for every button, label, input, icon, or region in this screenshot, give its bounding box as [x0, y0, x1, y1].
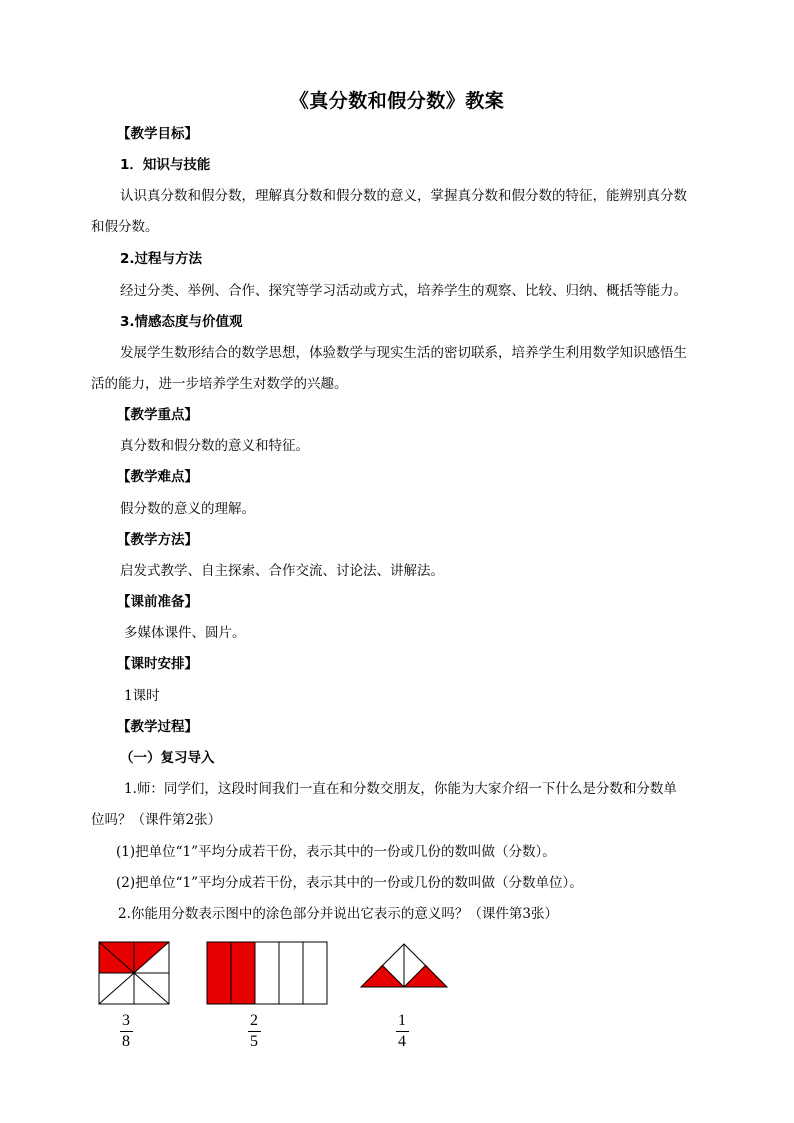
fraction-numerator: 2	[250, 1012, 258, 1029]
fraction-numerator: 3	[122, 1012, 130, 1029]
fraction-denominator: 5	[250, 1033, 258, 1050]
paragraph-line: 认识真分数和假分数，理解真分数和假分数的意义，掌握真分数和假分数的特征，能辨别真分数	[120, 188, 687, 204]
heading-difficulties: 【教学难点】	[117, 469, 198, 485]
heading-methods: 【教学方法】	[117, 532, 198, 548]
fraction-bar	[120, 1031, 133, 1032]
paragraph-line: 真分数和假分数的意义和特征。	[120, 438, 309, 454]
paragraph-line: 发展学生数形结合的数学思想，体验数学与现实生活的密切联系，培养学生利用数学知识感悟生	[120, 345, 687, 361]
paragraph-line: (2)把单位“1”平均分成若干份，表示其中的一份或几份的数叫做（分数单位）。	[116, 875, 583, 891]
heading-process: 【教学过程】	[117, 719, 198, 735]
fraction-three-eighths	[111, 1012, 141, 1051]
paragraph-line: 1课时	[124, 688, 160, 704]
paragraph-line: 位吗？（课件第2张）	[91, 812, 222, 828]
subheading-knowledge: 1．知识与技能	[120, 157, 211, 173]
paragraph-line: 假分数的意义的理解。	[120, 501, 255, 517]
fraction-bar	[248, 1031, 261, 1032]
heading-preparation: 【课前准备】	[117, 594, 198, 610]
fraction-one-quarter	[387, 1012, 417, 1051]
paragraph-line: (1)把单位“1”平均分成若干份，表示其中的一份或几份的数叫做（分数）。	[116, 844, 556, 860]
rectangle-fifths-figure	[206, 941, 328, 1005]
fraction-denominator: 8	[122, 1033, 130, 1050]
triangle-quarters-figure	[360, 943, 448, 989]
document-title: 《真分数和假分数》教案	[289, 90, 505, 112]
fraction-numerator: 1	[398, 1012, 406, 1029]
heading-schedule: 【课时安排】	[117, 656, 198, 672]
paragraph-line: 活的能力，进一步培养学生对数学的兴趣。	[91, 376, 348, 392]
paragraph-line: 1.师：同学们，这段时间我们一直在和分数交朋友，你能为大家介绍一下什么是分数和分数单	[124, 781, 677, 797]
paragraph-line: 多媒体课件、圆片。	[124, 625, 246, 641]
paragraph-line: 经过分类、举例、合作、探究等学习活动或方式，培养学生的观察、比较、归纳、概括等能力。	[120, 283, 687, 299]
paragraph-line: 和假分数。	[91, 219, 159, 235]
heading-key-points: 【教学重点】	[117, 407, 198, 423]
subheading-process: 2.过程与方法	[120, 251, 203, 267]
fraction-denominator: 4	[398, 1033, 406, 1050]
fraction-bar	[396, 1031, 409, 1032]
paragraph-line: 2.你能用分数表示图中的涂色部分并说出它表示的意义吗？（课件第3张）	[118, 906, 558, 922]
subheading-review: （一）复习导入	[120, 750, 215, 766]
subheading-attitude: 3.情感态度与价值观	[120, 314, 243, 330]
fraction-two-fifths	[239, 1012, 269, 1051]
paragraph-line: 启发式教学、自主探索、合作交流、讨论法、讲解法。	[120, 563, 444, 579]
heading-objectives: 【教学目标】	[117, 126, 198, 142]
square-eighths-figure	[98, 941, 170, 1005]
